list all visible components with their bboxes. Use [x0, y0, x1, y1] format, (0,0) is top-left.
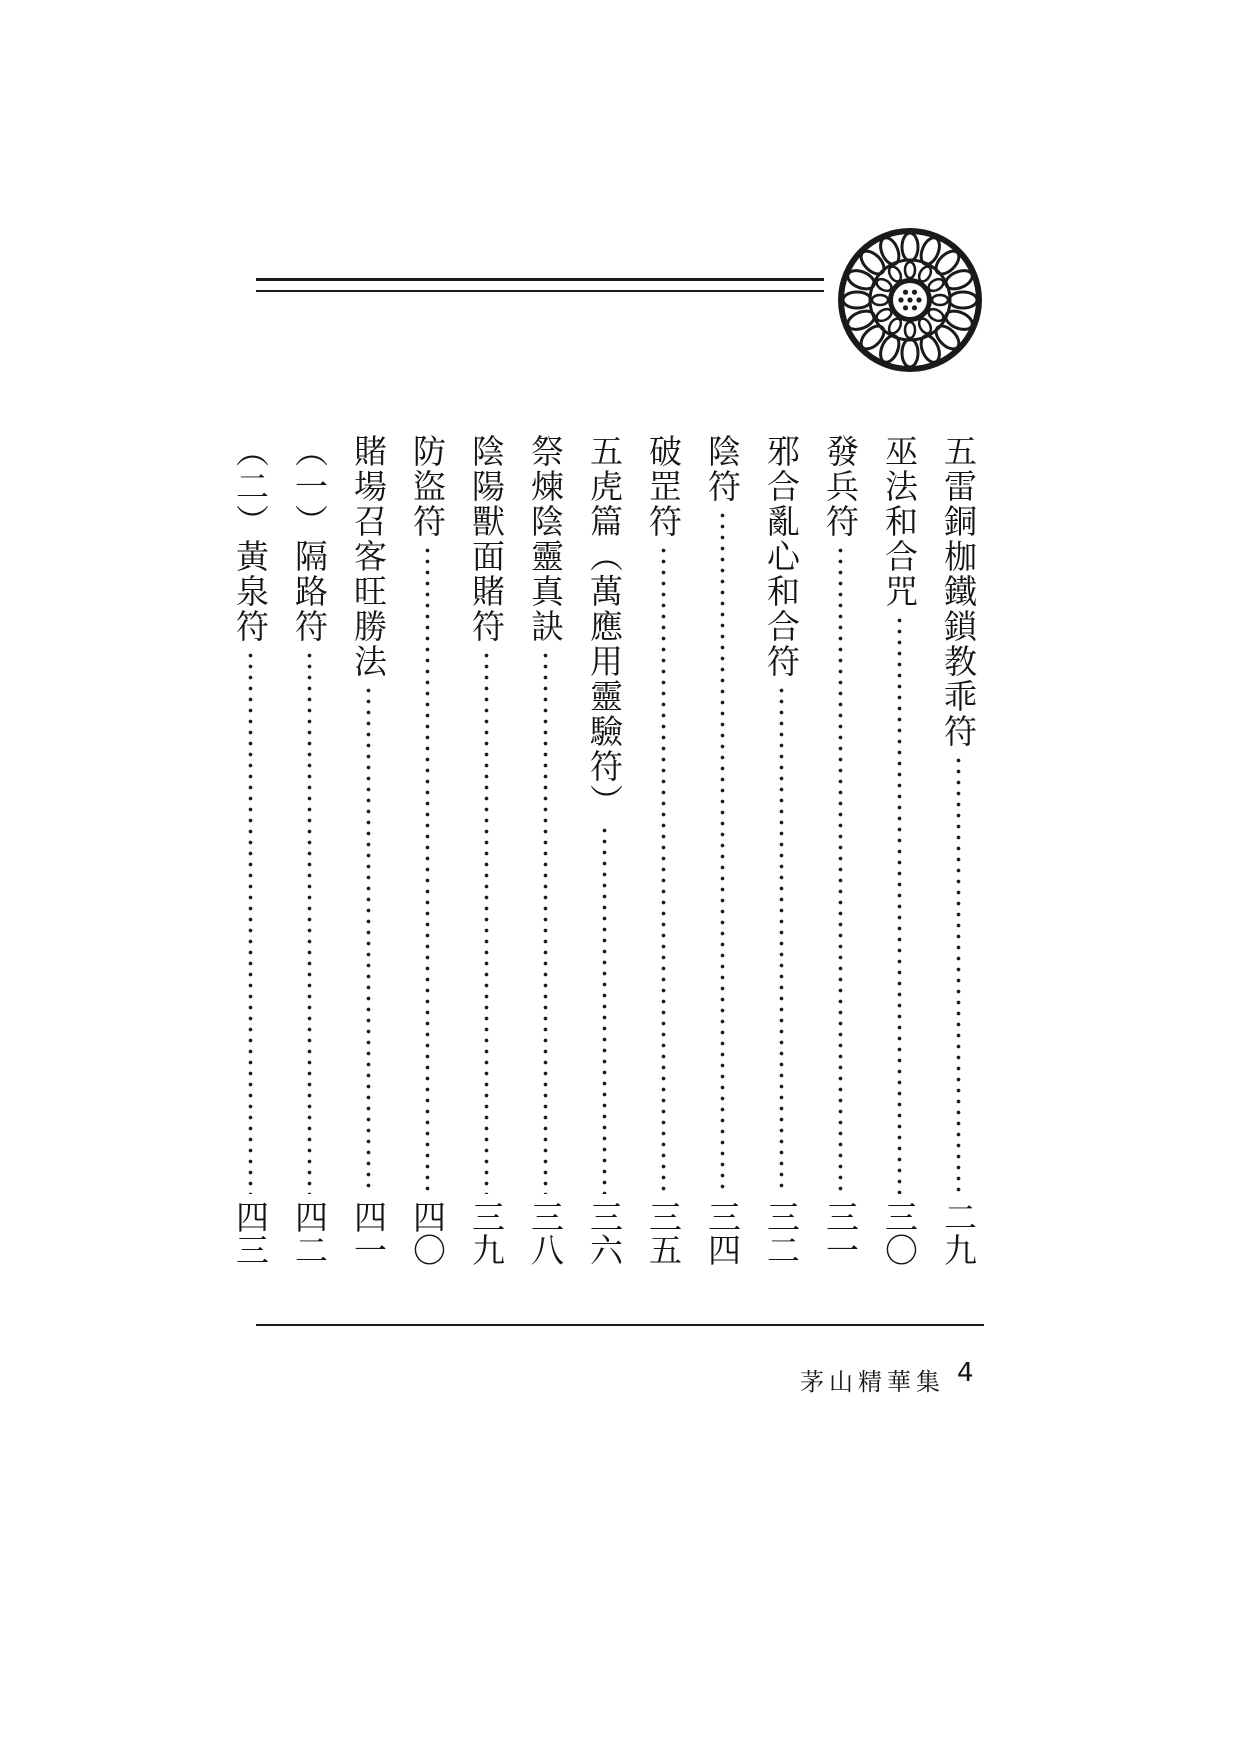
- toc-entry-title: 賭場召客旺勝法: [349, 434, 388, 679]
- toc-entry-page: 三四: [703, 1200, 742, 1266]
- dot-leader: [602, 825, 607, 1194]
- toc-entry-page: 四一: [349, 1200, 388, 1266]
- dot-leader: [720, 510, 725, 1194]
- toc-entry-page: 四〇: [408, 1200, 447, 1266]
- footer-book-title: 茅山精華集: [800, 1368, 945, 1396]
- dot-leader: [425, 545, 430, 1194]
- toc-entry-page: 三五: [644, 1200, 683, 1266]
- toc-entry: [582, 434, 626, 1266]
- dot-leader: [897, 615, 902, 1194]
- toc-entry: [877, 434, 921, 1266]
- toc-entry-title: 五雷銅枷鐵鎖教乖符: [939, 434, 978, 749]
- toc-entry: [700, 434, 744, 1266]
- dot-leader: [838, 545, 843, 1194]
- toc-entry-title: 發兵符: [821, 434, 860, 539]
- toc-entry-page: 三八: [526, 1200, 565, 1266]
- toc-entry-title: 五虎篇︵萬應用靈驗符︶: [585, 434, 624, 819]
- toc-entry-title: 防盜符: [408, 434, 447, 539]
- toc-entry: [523, 434, 567, 1266]
- toc-entry: [346, 434, 390, 1266]
- toc-entry-page: 四三: [231, 1200, 270, 1266]
- toc-entry-title: 祭煉陰靈真訣: [526, 434, 565, 644]
- dot-leader: [248, 650, 253, 1194]
- toc-entry-title: ︵二︶黃泉符: [231, 434, 270, 644]
- top-rule: [256, 278, 824, 292]
- toc-entry: [228, 434, 272, 1266]
- toc-entry-title: 巫法和合咒: [880, 434, 919, 609]
- footer-page-number: 4: [957, 1358, 974, 1388]
- toc-entry: [818, 434, 862, 1266]
- toc-entry: [464, 434, 508, 1266]
- toc-entry-page: 三二: [762, 1200, 801, 1266]
- lotus-rosette-ornament: [836, 226, 984, 374]
- toc-entry-page: 四二: [290, 1200, 329, 1266]
- dot-leader: [543, 650, 548, 1194]
- dot-leader: [779, 685, 784, 1194]
- toc-entry-title: 邪合亂心和合符: [762, 434, 801, 679]
- toc-entry-page: 三〇: [880, 1200, 919, 1266]
- toc-entry-title: ︵一︶隔路符: [290, 434, 329, 644]
- toc-entry-title: 陰符: [703, 434, 742, 504]
- toc-entry: [759, 434, 803, 1266]
- toc-entry-page: 三六: [585, 1200, 624, 1266]
- toc-entry: [936, 434, 980, 1266]
- dot-leader: [956, 755, 961, 1194]
- dot-leader: [366, 685, 371, 1194]
- toc-entry: [287, 434, 331, 1266]
- bottom-rule: [256, 1324, 984, 1326]
- dot-leader: [484, 650, 489, 1194]
- dot-leader: [661, 545, 666, 1194]
- toc-entry-page: 三九: [467, 1200, 506, 1266]
- toc-entry-title: 陰陽獸面賭符: [467, 434, 506, 644]
- dot-leader: [307, 650, 312, 1194]
- toc-entry-page: 三一: [821, 1200, 860, 1266]
- toc-entry-page: 二九: [939, 1200, 978, 1266]
- toc-entry: [405, 434, 449, 1266]
- toc-entry: [641, 434, 685, 1266]
- toc-entry-title: 破罡符: [644, 434, 683, 539]
